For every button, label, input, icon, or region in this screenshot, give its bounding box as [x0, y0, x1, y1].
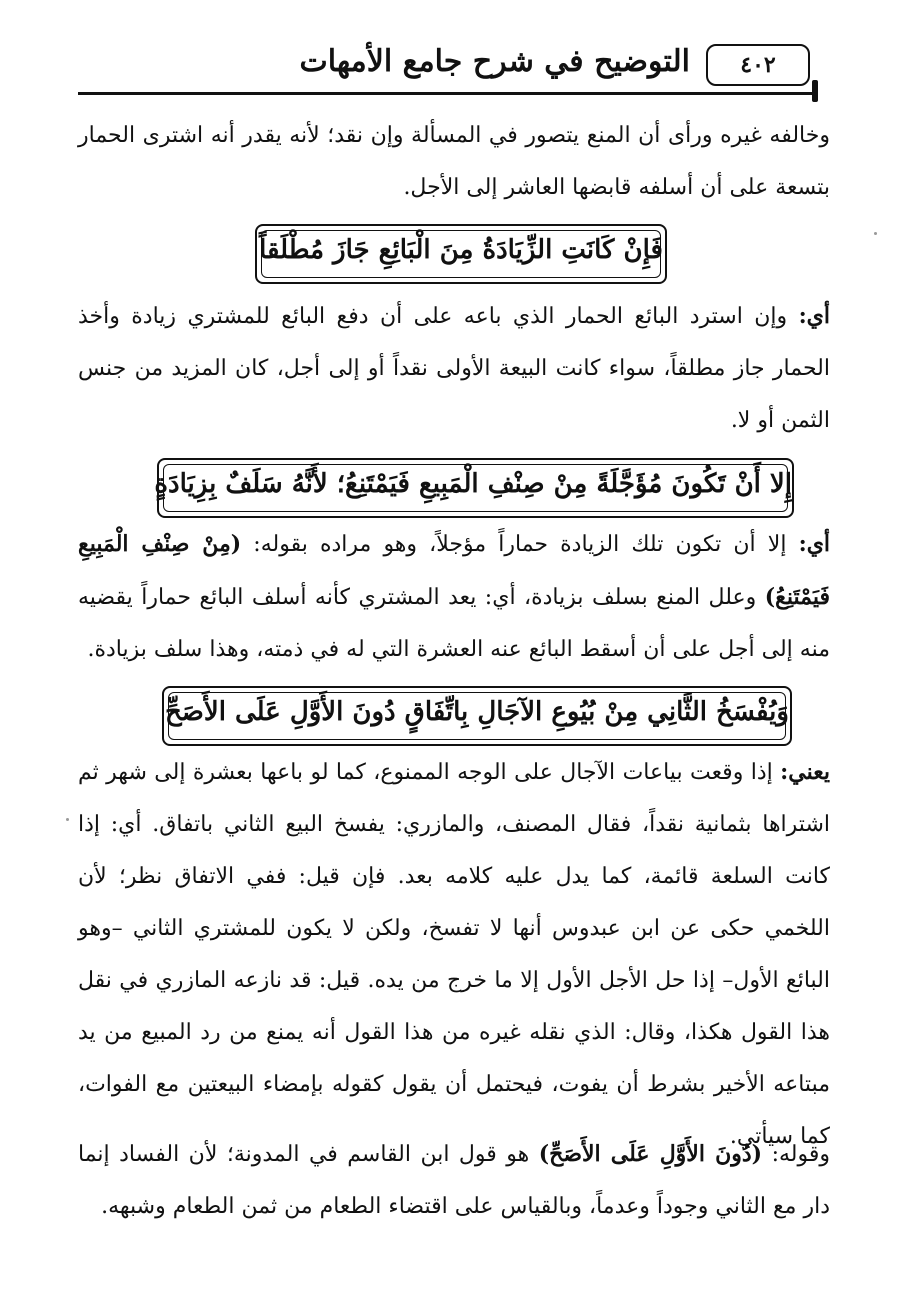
- scan-speck: [874, 232, 877, 235]
- paragraph-5: [78, 1128, 830, 1233]
- matn-text-2: إِلا أَنْ تَكُونَ مُؤَجَّلَةً مِنْ صِنْفِ الْمَبِيعِ فَيَمْتَنِعُ؛ لأَنَّهُ سَلَفٌ بِزِيَادَةٍ: [154, 469, 792, 499]
- paragraph-2: [78, 290, 830, 447]
- paragraph-3-text-after: وعلل المنع بسلف بزيادة، أي: يعد المشتري كأنه أسلف البائع حماراً يقضيه منه إلى أجل على أن أسقط البائع عنه العشرة التي له في ذمته، وهذا سلف بزيادة.: [78, 585, 830, 662]
- paragraph-2-text: وإن استرد البائع الحمار الذي باعه على أن دفع البائع للمشتري زيادة وأخذ الحمار جاز مطلقاً، سواء كانت البيعة الأولى نقداً أو إلى أجل، كان المزيد من جنس الثمن أو لا.: [78, 304, 830, 433]
- scan-speck: [66, 818, 69, 821]
- paragraph-5-quote: (دُونَ الأَوَّلِ عَلَى الأَصَحِّ): [538, 1141, 763, 1167]
- running-title: التوضيح في شرح جامع الأمهات: [299, 44, 690, 79]
- paragraph-5-lead: وقوله:: [771, 1142, 830, 1167]
- paragraph-3-text-before: إلا أن تكون تلك الزيادة حماراً مؤجلاً، وهو مراده بقوله:: [253, 532, 787, 557]
- header-rule: [78, 92, 818, 95]
- paragraph-5-text: هو قول ابن القاسم في المدونة؛ لأن الفساد إنما دار مع الثاني وجوداً وعدماً، وبالقياس على اقتضاء الطعام من ثمن الطعام وشبهه.: [78, 1142, 830, 1219]
- paragraph-4: [78, 746, 830, 1163]
- page-header: [60, 40, 820, 98]
- paragraph-3: [78, 518, 830, 676]
- paragraph-4-text: إذا وقعت بياعات الآجال على الوجه الممنوع، كما لو باعها بعشرة إلى شهر ثم اشتراها بثمانية نقداً، فقال المصنف، والمازري: يفسخ البيع الثاني باتفاق. أي: إذا كانت السلعة قائمة، كما يدل عليه كلامه بعد. فإن قيل: ففي الاتفاق نظر؛ لأن اللخمي حكى عن ابن عبدوس أنها لا تفسخ، ولكن لا يكون للمشتري الثاني –وهو البائع الأول– إذا حل الأجل الأول إلا ما خرج من يده. قيل: قد نازعه المازري في نقل هذا القول هكذا، وقال: الذي نقله غيره من هذا القول أنه يمنع من رد المبيع من يد مبتاعه الأخير بشرط أن يفوت، فيحتمل أن يقول كقوله بإمضاء البيعتين مع الفوات، كما سيأتي.: [78, 760, 830, 1149]
- matn-box-3: [162, 686, 792, 746]
- paragraph-2-lead: أي:: [798, 303, 831, 329]
- paragraph-3-lead: أي:: [798, 531, 831, 557]
- paragraph-3-quote: (مِنْ صِنْفِ الْمَبِيعِ فَيَمْتَنِعُ): [78, 531, 830, 610]
- header-rule-end: [812, 80, 818, 102]
- paragraph-1: وخالفه غيره ورأى أن المنع يتصور في المسألة وإن نقد؛ لأنه يقدر أنه اشترى الحمار بتسعة على أن أسلفه قابضها العاشر إلى الأجل.: [78, 123, 830, 200]
- paragraph-4-lead: يعني:: [780, 759, 830, 785]
- matn-box-1: [255, 224, 667, 284]
- matn-text-1: فَإِنْ كَانَتِ الزِّيَادَةُ مِنَ الْبَائِعِ جَازَ مُطْلَقاً: [259, 235, 663, 265]
- matn-box-2: [154, 458, 794, 518]
- matn-text-3: وَيُفْسَخُ الثَّانِي مِنْ بُيُوعِ الآجَالِ بِاتِّفَاقٍ دُونَ الأَوَّلِ عَلَى الأَصَحِّ: [165, 697, 789, 727]
- page-number: ٤٠٢: [706, 44, 810, 86]
